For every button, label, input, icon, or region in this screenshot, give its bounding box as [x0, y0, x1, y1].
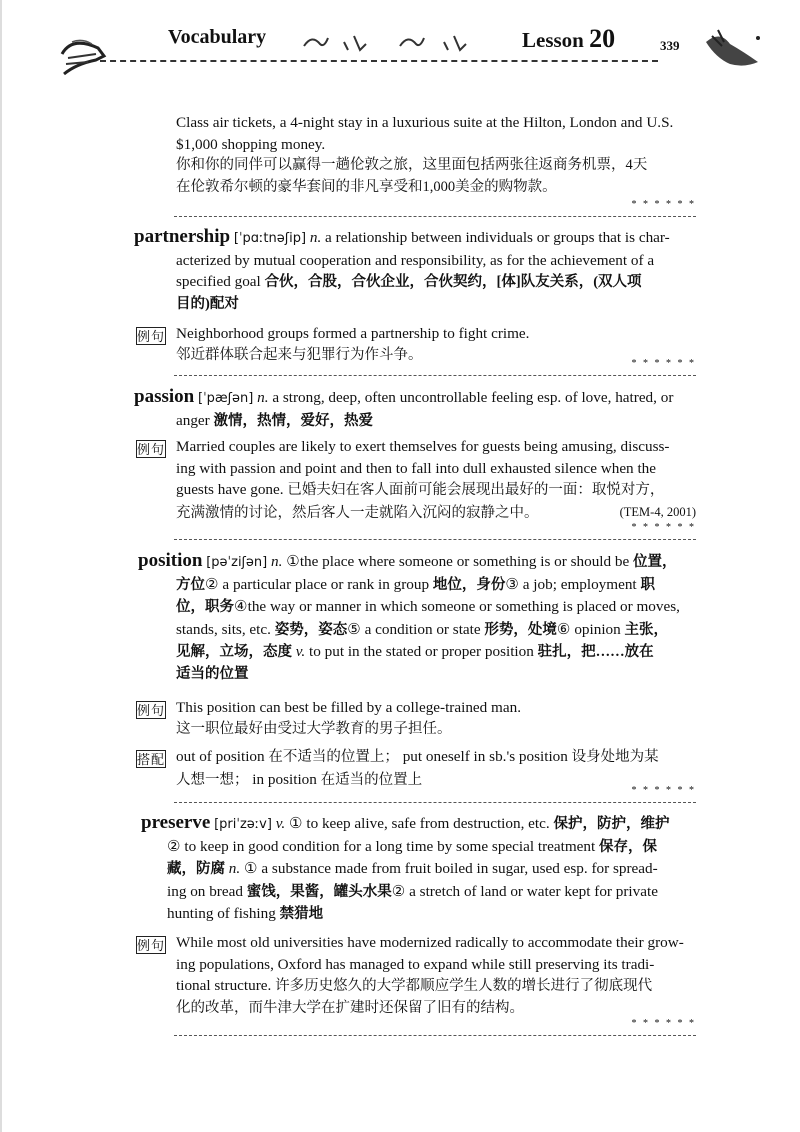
source-citation: (TEM-4, 2001) [619, 504, 696, 519]
def-partnership-line4-zh: 目的)配对 [176, 295, 239, 312]
def-position-zh: 位，职务 [176, 599, 234, 615]
example-preserve [176, 932, 696, 1019]
def-preserve-en: ing on bread [167, 882, 243, 900]
collocation-tag-position: 搭配 [137, 752, 166, 767]
headword-preserve: preserve [141, 812, 211, 833]
def-position-line1-zh: 位置， [633, 554, 677, 570]
def-passion-line2-en: anger [176, 411, 210, 429]
def-preserve-zh: 蜜饯，果酱，罐头水果 [246, 883, 392, 900]
def-position-zh: 形势，处境 [484, 621, 557, 638]
example-passion-line1: Married couples are likely to exert themselves for guests being amusing, discuss- [176, 438, 670, 455]
header-lesson-label: Lesson [522, 28, 584, 52]
collocation-zh: 设身处地为某 [571, 749, 659, 765]
ipa-position: [pəˈziʃən] [206, 555, 268, 570]
def-partnership-line3-en: specified goal [176, 273, 261, 290]
example-tag-preserve: 例句 [137, 938, 166, 953]
def-position-line1-en: ①the place where someone or something is or should be [286, 553, 630, 570]
def-position-en: ② a particular place or rank in group [205, 575, 430, 593]
entry-partnership [134, 226, 696, 315]
entry-separator [174, 1018, 696, 1036]
intro-en-line2: $1,000 shopping money. [176, 135, 326, 153]
headword-position: position [138, 550, 203, 571]
swirl-left-icon [58, 30, 108, 82]
separator-stars: * * * * * * [628, 522, 697, 533]
ipa-passion: [ˈpæʃən] [198, 391, 254, 406]
def-passion-line2-zh: 激情，热情，爱好，热爱 [213, 412, 374, 429]
def-position-en: ④the way or manner in which someone or something is placed or moves, [234, 598, 680, 615]
headword-passion: passion [134, 386, 195, 407]
def-position-en: ③ a job; employment [505, 575, 637, 593]
def-position-en: stands, sits, etc. [176, 620, 271, 638]
def-position-en: ⑥ opinion [556, 620, 621, 638]
example-position-en: This position can best be filled by a college-trained man. [176, 699, 521, 716]
def-position-zh: 方位 [176, 576, 205, 593]
def-preserve-en: ② a stretch of land or water kept for private [391, 882, 658, 900]
def-position-zh: 驻扎，把……放在 [537, 644, 654, 660]
collocation-position [176, 746, 696, 791]
example-preserve-zh: 许多历史悠久的大学都顺应学生人数的增长进行了彻底现代 [275, 978, 653, 994]
def-preserve-en: hunting of fishing [167, 905, 276, 922]
pos-position-verb: v. [295, 643, 306, 660]
pos-partnership: n. [309, 229, 322, 246]
def-position-zh: 主张， [624, 621, 669, 638]
def-position-en: to put in the stated or proper position [309, 643, 534, 660]
entry-position [138, 550, 696, 685]
def-position-zh: 见解，立场，态度 [176, 644, 292, 660]
def-position-zh: 职 [640, 576, 655, 593]
header-lesson [522, 24, 615, 54]
def-preserve-zh: 保存，保 [599, 838, 658, 855]
entry-separator [174, 199, 696, 217]
def-position-zh: 姿势，姿态 [274, 621, 348, 638]
pos-position: n. [271, 553, 283, 570]
def-partnership-line1: a relationship between individuals or groups that is char- [325, 229, 670, 246]
example-preserve-en: tional structure. [176, 977, 272, 994]
example-preserve-line: ing populations, Oxford has managed to expand while still preserving its tradi- [176, 955, 655, 973]
example-tag-position: 例句 [137, 703, 166, 718]
example-passion-line4-zh: 充满激情的讨论，然后客人一走就陷入沉闷的寂静之中。 [176, 504, 539, 521]
page-number: 339 [660, 38, 680, 53]
example-passion [176, 436, 696, 524]
example-tag-passion: 例句 [137, 442, 166, 457]
collocation-zh: 在适当的位置上 [320, 771, 423, 788]
entry-separator [174, 785, 696, 803]
example-partnership [176, 323, 696, 366]
example-preserve-line: While most old universities have modernized radically to accommodate their grow- [176, 934, 684, 951]
intro-block [176, 112, 696, 198]
example-position [176, 697, 696, 740]
def-preserve-zh: 藏，防腐 [167, 861, 225, 877]
ipa-preserve: [priˈzəːv] [214, 817, 272, 832]
entry-preserve [141, 812, 696, 926]
example-position-zh: 这一职位最好由受过大学教育的男子担任。 [176, 720, 452, 737]
def-passion-line1: a strong, deep, often uncontrollable feeling esp. of love, hatred, or [272, 389, 674, 406]
intro-en-line1: Class air tickets, a 4-night stay in a luxurious suite at the Hilton, London and U.S. [176, 114, 674, 131]
header-vocabulary: Vocabulary [168, 26, 267, 48]
header-dashed-rule [100, 60, 658, 62]
def-partnership-line2: acterized by mutual cooperation and responsibility, as for the achievement of a [176, 251, 655, 269]
entry-passion [134, 386, 696, 432]
def-position-zh: 适当的位置 [176, 665, 249, 682]
entry-separator [174, 358, 696, 376]
def-preserve-en: ① to keep alive, safe from destruction, etc. [288, 815, 550, 832]
separator-stars: * * * * * * [628, 199, 697, 210]
separator-stars: * * * * * * [628, 785, 697, 796]
entry-separator [174, 522, 696, 540]
def-position-en: ⑤ a condition or state [347, 620, 481, 638]
intro-zh-line2: 在伦敦希尔顿的豪华套间的非凡享受和1,000美金的购物款。 [176, 178, 557, 195]
pos-preserve-noun: n. [228, 860, 241, 877]
def-partnership-line3-zh: 合伙，合股，合伙企业，合伙契约，[体]队友关系，(双人项 [264, 274, 642, 290]
example-passion-line3-en: guests have gone. [176, 481, 284, 498]
header-lesson-number: 20 [589, 24, 616, 53]
collocation-en: in position [252, 770, 317, 788]
def-position-zh: 地位，身份 [432, 576, 506, 593]
def-preserve-zh: 保护，防护，维护 [553, 816, 670, 832]
def-preserve-en: ① a substance made from fruit boiled in sugar, used esp. for spread- [243, 860, 658, 877]
example-partnership-en: Neighborhood groups formed a partnership to fight crime. [176, 325, 530, 342]
pos-preserve: v. [275, 815, 286, 832]
collocation-zh: 在不适当的位置上； [268, 749, 399, 765]
collocation-en: put oneself in sb.'s position [402, 748, 568, 765]
ipa-partnership: [ˈpɑːtnəʃip] [233, 231, 307, 246]
headword-partnership: partnership [134, 226, 231, 247]
example-tag-partnership: 例句 [137, 329, 166, 344]
example-passion-line3-zh: 已婚夫妇在客人面前可能会展现出最好的一面：取悦对方， [287, 482, 665, 498]
collocation-zh: 人想一想； [176, 771, 249, 788]
example-passion-line2: ing with passion and point and then to fall into dull exhausted silence when the [176, 459, 657, 477]
wave-ornament-icon [300, 30, 490, 56]
pos-passion: n. [257, 389, 269, 406]
bird-ornament-icon [700, 22, 764, 82]
separator-stars: * * * * * * [628, 1018, 697, 1029]
def-preserve-en: ② to keep in good condition for a long time by some special treatment [167, 837, 596, 855]
collocation-en: out of position [176, 748, 265, 765]
intro-zh-line1: 你和你的同伴可以赢得一趟伦敦之旅，这里面包括两张往返商务机票，4天 [176, 157, 648, 173]
example-preserve-zh: 化的改革，而牛津大学在扩建时还保留了旧有的结构。 [176, 999, 524, 1016]
def-preserve-zh: 禁猎地 [279, 906, 324, 922]
separator-stars: * * * * * * [628, 358, 697, 369]
page-edge-shadow [0, 0, 2, 1132]
example-partnership-zh: 邻近群体联合起来与犯罪行为作斗争。 [176, 346, 423, 363]
